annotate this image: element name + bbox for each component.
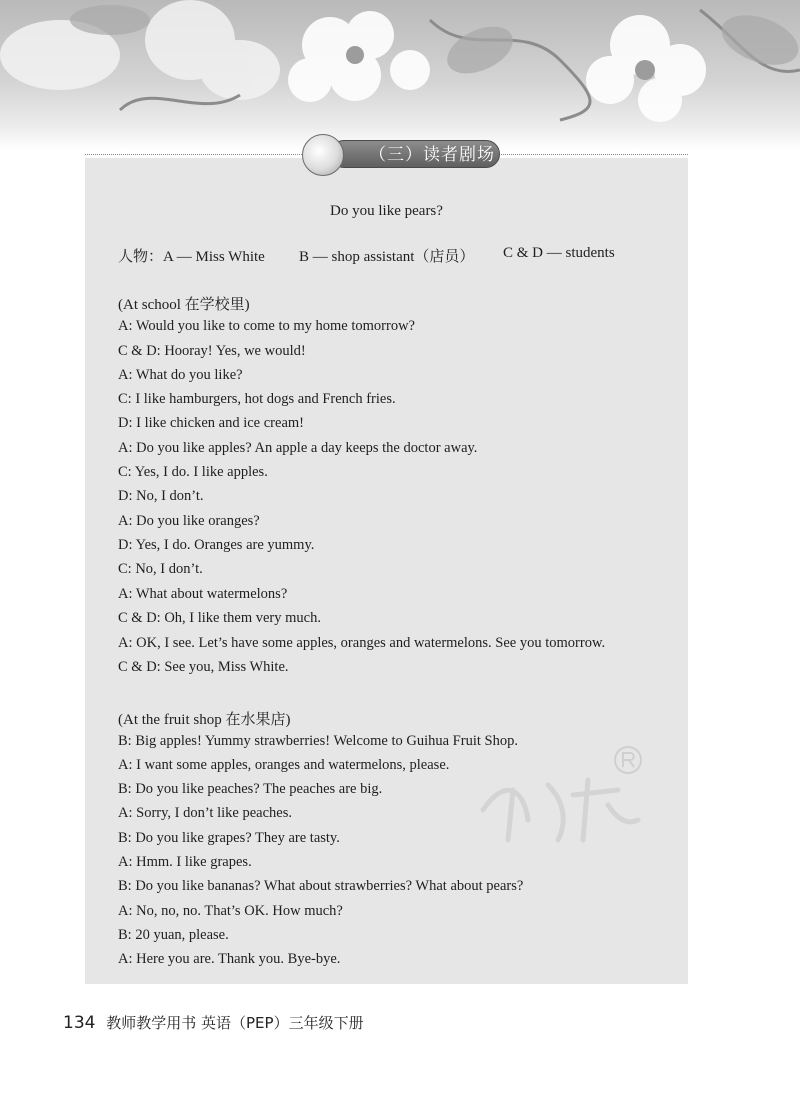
scene-heading: (At school 在学校里) [118,297,250,313]
dialogue-line: C & D: See you, Miss White. [118,659,289,675]
dialogue-line: A: Do you like apples? An apple a day keeps the doctor away. [118,440,478,456]
page-footer [63,1012,364,1033]
section-title: （三）读者剧场 [330,140,500,168]
dialogue-line: A: Here you are. Thank you. Bye-bye. [118,951,341,967]
dialogue-line: A: Do you like oranges? [118,513,260,529]
play-title: Do you like pears? [330,203,443,219]
scene-heading: (At the fruit shop 在水果店) [118,712,291,728]
publisher-watermark-icon [468,740,648,850]
dialogue-line: A: OK, I see. Let’s have some apples, oranges and watermelons. See you tomorrow. [118,635,606,651]
dialogue-line: B: Big apples! Yummy strawberries! Welcome to Guihua Fruit Shop. [118,733,518,749]
dialogue-line: A: What do you like? [118,367,243,383]
dialogue-line: D: I like chicken and ice cream! [118,415,304,431]
dialogue-line: A: I want some apples, oranges and watermelons, please. [118,757,450,773]
dialogue-line: D: No, I don’t. [118,488,204,504]
dialogue-line: B: Do you like bananas? What about strawberries? What about pears? [118,878,524,894]
role-cd: C & D — students [503,245,615,261]
dialogue-line: A: Hmm. I like grapes. [118,854,252,870]
dialogue-line: C: No, I don’t. [118,561,203,577]
flower-decoration-icon [0,0,800,150]
role-a: 人物：A — Miss White [118,249,265,265]
section-tab [302,134,502,174]
dialogue-line: A: What about watermelons? [118,586,288,602]
dialogue-line: C & D: Hooray! Yes, we would! [118,343,306,359]
dialogue-line: B: Do you like peaches? The peaches are big. [118,781,383,797]
book-title: 教师教学用书 英语（PEP）三年级下册 [106,1014,364,1032]
dialogue-line: A: Sorry, I don’t like peaches. [118,805,292,821]
dialogue-line: C: I like hamburgers, hot dogs and French fries. [118,391,396,407]
floral-banner [0,0,800,150]
dialogue-line: A: No, no, no. That’s OK. How much? [118,903,343,919]
dialogue-line: B: Do you like grapes? They are tasty. [118,830,340,846]
flower-badge-icon [302,134,344,176]
page-number: 134 [63,1013,96,1033]
dialogue-line: A: Would you like to come to my home tomorrow? [118,318,415,334]
dialogue-line: B: 20 yuan, please. [118,927,229,943]
role-b: B — shop assistant（店员） [299,249,475,265]
dialogue-line: C & D: Oh, I like them very much. [118,610,321,626]
dialogue-line: C: Yes, I do. I like apples. [118,464,268,480]
dialogue-line: D: Yes, I do. Oranges are yummy. [118,537,315,553]
